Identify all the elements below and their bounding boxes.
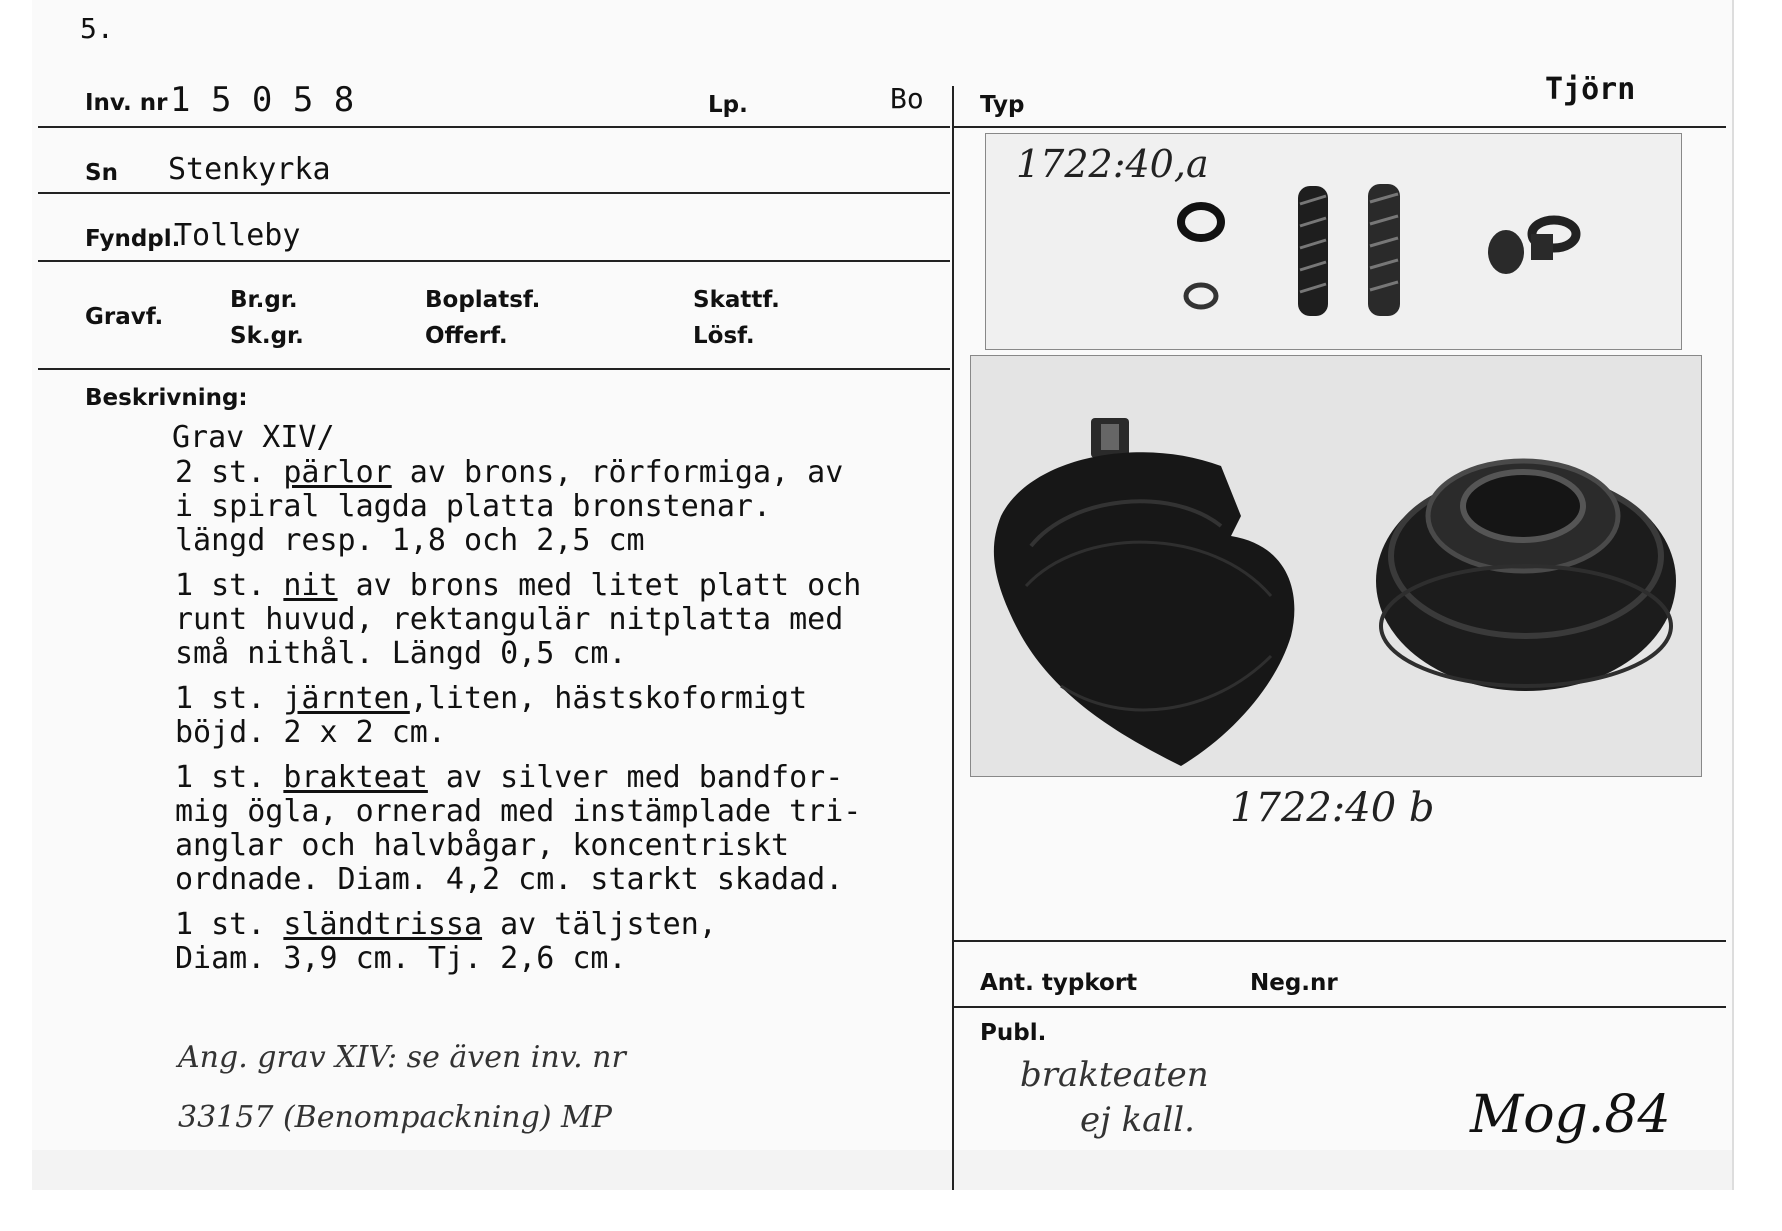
description-paragraph	[175, 761, 975, 897]
underlined-term: pärlor	[283, 455, 392, 490]
description-line	[175, 829, 975, 863]
description-line	[175, 942, 975, 976]
description-line	[175, 524, 975, 558]
description-paragraph	[175, 682, 975, 750]
rule-inv	[38, 126, 950, 128]
line-text: av brons med litet platt och	[337, 568, 862, 603]
line-text: av brons, rörformiga, av	[391, 455, 844, 490]
photo-b	[970, 355, 1702, 777]
beskrivning-label: Beskrivning:	[85, 385, 248, 411]
line-text: anglar och halvbågar, koncentriskt	[175, 828, 790, 863]
grave-heading: Grav XIV/	[172, 420, 335, 455]
line-text: runt huvud, rektangulär nitplatta med	[175, 602, 844, 637]
description-line	[175, 569, 975, 603]
skattf-label: Skattf.	[693, 287, 780, 313]
boplatsf-label: Boplatsf.	[425, 287, 541, 313]
underlined-term: sländtrissa	[283, 907, 483, 942]
description-line	[175, 761, 975, 795]
photo-a	[985, 133, 1682, 350]
brgr-label: Br.gr.	[230, 287, 298, 313]
bo-value: Bo	[890, 82, 924, 115]
lp-label: Lp.	[708, 92, 748, 118]
line-text: Diam. 3,9 cm. Tj. 2,6 cm.	[175, 941, 627, 976]
signature: Mog.84	[1470, 1085, 1671, 1145]
publ-text-2: ej kall.	[1080, 1100, 1195, 1140]
note-line-1: Ang. grav XIV: se även inv. nr	[178, 1040, 626, 1075]
skgr-label: Sk.gr.	[230, 323, 304, 349]
inv-number: 1 5 0 5 8	[170, 80, 355, 120]
rule-sn	[38, 192, 950, 194]
line-text: 1 st.	[175, 907, 284, 942]
description-line	[175, 795, 975, 829]
underlined-term: nit	[283, 568, 338, 603]
fyndpl-label: Fyndpl.	[85, 226, 181, 252]
card-stain	[32, 1150, 1732, 1190]
description-paragraph	[175, 456, 975, 558]
losf-label: Lösf.	[693, 323, 755, 349]
line-text: 1 st.	[175, 760, 284, 795]
region-value: Tjörn	[1545, 72, 1636, 107]
photo-a-label: 1722:40,a	[1016, 142, 1209, 186]
line-text: 1 st.	[175, 568, 284, 603]
line-text: små nithål. Längd 0,5 cm.	[175, 636, 627, 671]
rule-fyndpl	[38, 260, 950, 262]
description-line	[175, 908, 975, 942]
line-text: mig ögla, ornerad med instämplade tri-	[175, 794, 862, 829]
description-line	[175, 603, 975, 637]
rule-ant	[954, 940, 1726, 942]
description-line	[175, 456, 975, 490]
sn-value: Stenkyrka	[168, 152, 331, 187]
inv-label: Inv. nr	[85, 90, 168, 116]
line-text: längd resp. 1,8 och 2,5 cm	[175, 523, 645, 558]
typ-label: Typ	[980, 92, 1025, 118]
rule-publ	[954, 1006, 1726, 1008]
description-line	[175, 490, 975, 524]
description-paragraph	[175, 569, 975, 671]
underlined-term: brakteat	[283, 760, 428, 795]
gravf-label: Gravf.	[85, 304, 164, 330]
description-line	[175, 863, 975, 897]
description-paragraph	[175, 908, 975, 976]
line-text: ,liten, hästskoformigt	[409, 681, 808, 716]
offerf-label: Offerf.	[425, 323, 508, 349]
column-divider	[952, 86, 954, 1190]
description-line	[175, 682, 975, 716]
line-text: 2 st.	[175, 455, 284, 490]
neg-nr-label: Neg.nr	[1250, 970, 1338, 996]
photo-b-label: 1722:40 b	[1230, 785, 1435, 831]
underlined-term: järnten	[283, 681, 410, 716]
description-line	[175, 716, 975, 750]
line-text: ordnade. Diam. 4,2 cm. starkt skadad.	[175, 862, 844, 897]
description-body	[175, 456, 975, 987]
publ-label: Publ.	[980, 1020, 1047, 1046]
fyndpl-value: Tolleby	[174, 218, 301, 253]
rule-gravf	[38, 368, 950, 370]
line-text: av täljsten,	[482, 907, 717, 942]
line-text: i spiral lagda platta bronstenar.	[175, 489, 772, 524]
sn-label: Sn	[85, 160, 118, 186]
rule-typ	[954, 126, 1726, 128]
photo-b-objects	[971, 356, 1701, 776]
ant-typkort-label: Ant. typkort	[980, 970, 1138, 996]
line-text: av silver med bandfor-	[427, 760, 844, 795]
publ-text-1: brakteaten	[1020, 1055, 1209, 1095]
card-number: 5.	[80, 12, 114, 45]
description-line	[175, 637, 975, 671]
note-line-2: 33157 (Benompackning) MP	[178, 1100, 612, 1135]
line-text: 1 st.	[175, 681, 284, 716]
line-text: böjd. 2 x 2 cm.	[175, 715, 446, 750]
